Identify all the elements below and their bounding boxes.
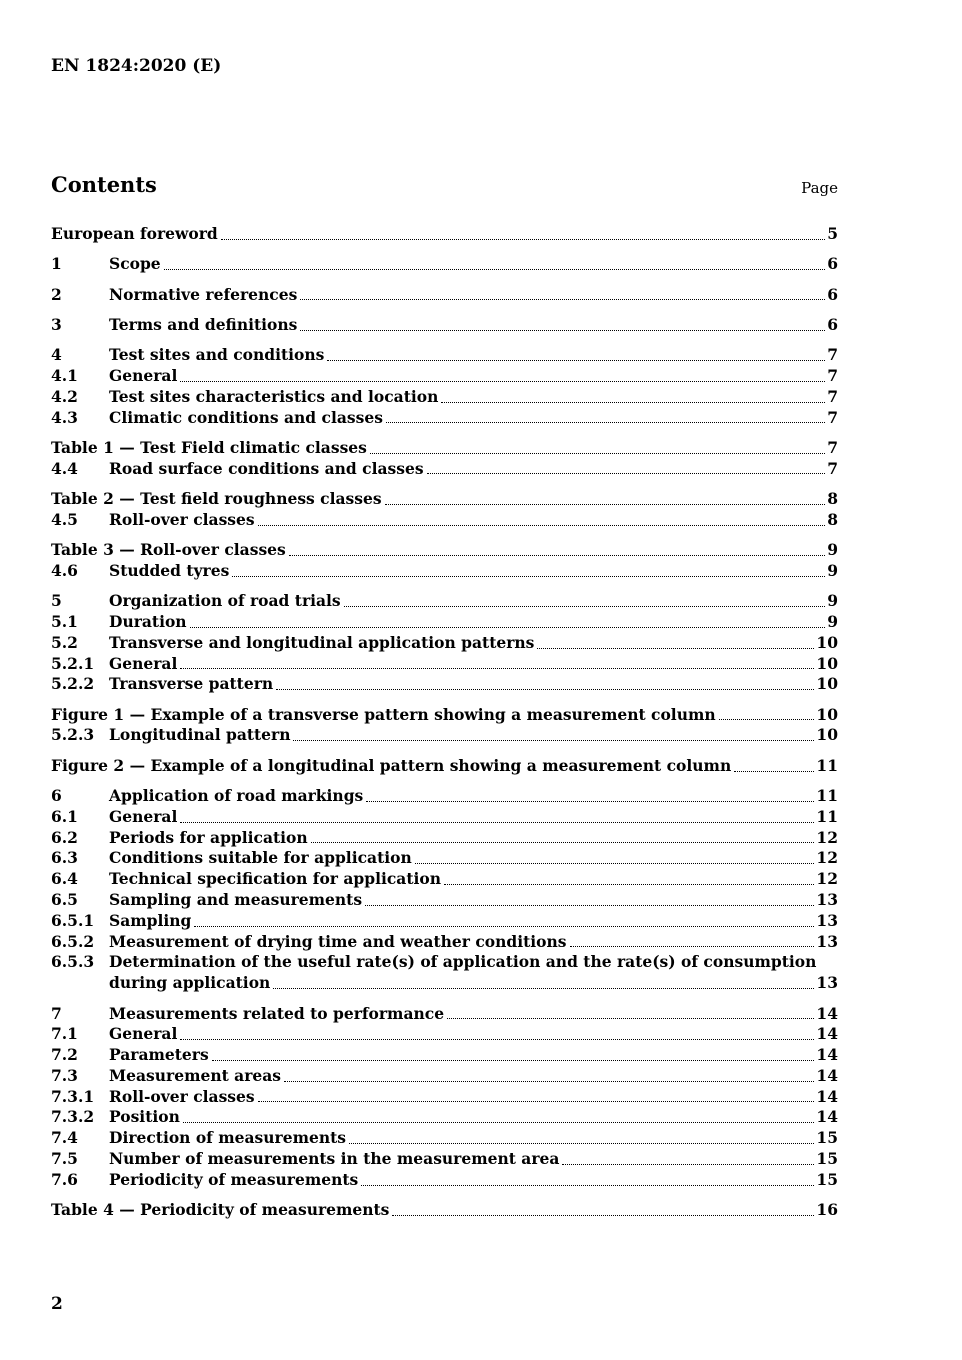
toc-entry-number: 2 bbox=[51, 284, 62, 304]
toc-entry[interactable] bbox=[51, 807, 838, 828]
dot-leader bbox=[366, 801, 814, 802]
toc-entry[interactable] bbox=[51, 725, 838, 746]
toc-entry-page: 12 bbox=[816, 848, 838, 868]
toc-entry-page: 14 bbox=[816, 1107, 838, 1127]
toc-entry[interactable] bbox=[51, 510, 838, 531]
toc-entry-title: Figure 2 — Example of a longitudinal pattern showing a measurement column bbox=[51, 755, 732, 775]
dot-leader bbox=[734, 771, 814, 772]
toc-entry-page: 15 bbox=[816, 1169, 838, 1189]
toc-entry-page: 13 bbox=[816, 931, 838, 951]
toc-entry-page: 10 bbox=[816, 653, 838, 673]
toc-group bbox=[51, 591, 838, 695]
toc-entry[interactable] bbox=[51, 932, 838, 953]
toc-entry-number: 4.4 bbox=[51, 458, 78, 478]
toc-entry-number: 7.6 bbox=[51, 1169, 78, 1189]
dot-leader bbox=[415, 863, 815, 864]
toc-entry-page: 11 bbox=[816, 786, 838, 806]
toc-group bbox=[51, 438, 838, 480]
toc-entry-page: 11 bbox=[816, 755, 838, 775]
toc-entry[interactable] bbox=[51, 848, 838, 869]
toc-entry-page: 9 bbox=[827, 591, 838, 611]
toc-entry-number: 5.2 bbox=[51, 632, 78, 652]
toc-entry-title: Test sites and conditions bbox=[109, 345, 325, 365]
toc-group bbox=[51, 345, 838, 428]
dot-leader bbox=[719, 719, 815, 720]
toc-entry-page: 13 bbox=[816, 890, 838, 910]
document-identifier: EN 1824:2020 (E) bbox=[51, 56, 222, 76]
dot-leader bbox=[276, 689, 814, 690]
toc-entry-title: General bbox=[109, 1024, 178, 1044]
dot-leader bbox=[293, 740, 814, 741]
toc-entry-number: 7 bbox=[51, 1003, 62, 1023]
toc-entry-title: Table 4 — Periodicity of measurements bbox=[51, 1200, 390, 1220]
toc-entry-number: 6.5 bbox=[51, 890, 78, 910]
toc-group bbox=[51, 489, 838, 531]
dot-leader bbox=[570, 946, 815, 947]
page-column-label: Page bbox=[801, 179, 838, 197]
toc-entry[interactable] bbox=[51, 408, 838, 429]
toc-entry-page: 7 bbox=[827, 458, 838, 478]
toc-entry-title: Road surface conditions and classes bbox=[109, 458, 424, 478]
toc-entry-number: 5.1 bbox=[51, 611, 78, 631]
toc-entry-title: Direction of measurements bbox=[109, 1128, 346, 1148]
toc-entry-title: Periods for application bbox=[109, 827, 308, 847]
toc-entry-page: 9 bbox=[827, 560, 838, 580]
toc-entry-title: Table 1 — Test Field climatic classes bbox=[51, 437, 367, 457]
toc-entry-page: 14 bbox=[816, 1045, 838, 1065]
dot-leader bbox=[194, 926, 814, 927]
toc-entry-number: 6.3 bbox=[51, 848, 78, 868]
dot-leader bbox=[258, 1101, 815, 1102]
toc-entry-number: 6.1 bbox=[51, 806, 78, 826]
toc-entry-page: 11 bbox=[816, 806, 838, 826]
dot-leader bbox=[349, 1143, 814, 1144]
toc-entry-number: 4 bbox=[51, 345, 62, 365]
dot-leader bbox=[212, 1060, 815, 1061]
toc-entry[interactable] bbox=[51, 387, 838, 408]
toc-entry[interactable] bbox=[51, 254, 838, 275]
toc-entry[interactable] bbox=[51, 1004, 838, 1025]
dot-leader bbox=[300, 330, 825, 331]
toc-entry-page: 13 bbox=[816, 973, 838, 993]
toc-entry-number: 3 bbox=[51, 314, 62, 334]
toc-entry-title: General bbox=[109, 653, 178, 673]
toc-entry-title: Organization of road trials bbox=[109, 591, 341, 611]
toc-entry[interactable] bbox=[51, 952, 838, 994]
toc-group bbox=[51, 756, 838, 777]
toc-entry-page: 5 bbox=[827, 224, 838, 243]
dot-leader bbox=[562, 1164, 814, 1165]
toc-entry-title: Measurement areas bbox=[109, 1065, 282, 1085]
toc-entry[interactable] bbox=[51, 869, 838, 890]
toc-entry-number: 4.3 bbox=[51, 407, 78, 427]
toc-group bbox=[51, 1004, 838, 1191]
toc-entry-title: Measurements related to performance bbox=[109, 1003, 445, 1023]
toc-entry-title: General bbox=[109, 365, 178, 385]
toc-entry-page: 8 bbox=[827, 488, 838, 508]
toc-entry-page: 12 bbox=[816, 827, 838, 847]
toc-entry[interactable] bbox=[51, 890, 838, 911]
toc-entry-title-continued: during application bbox=[109, 973, 271, 993]
dot-leader bbox=[441, 402, 825, 403]
dot-leader bbox=[537, 648, 814, 649]
toc-entry-page: 7 bbox=[827, 407, 838, 427]
toc-entry[interactable] bbox=[51, 705, 838, 726]
dot-leader bbox=[444, 884, 814, 885]
toc-group bbox=[51, 1200, 838, 1221]
toc-entry-number: 7.3.1 bbox=[51, 1086, 95, 1106]
toc-entry-title: Scope bbox=[109, 254, 161, 274]
dot-leader bbox=[385, 504, 826, 505]
toc-entry-title: Application of road markings bbox=[109, 786, 364, 806]
toc-entry-number: 5 bbox=[51, 591, 62, 611]
toc-entry-title: Number of measurements in the measurement area bbox=[109, 1149, 560, 1169]
dot-leader bbox=[300, 299, 825, 300]
toc-entry-number: 4.2 bbox=[51, 386, 78, 406]
toc-entry-title: Position bbox=[109, 1107, 180, 1127]
toc-entry[interactable] bbox=[51, 756, 838, 777]
toc-entry-page: 14 bbox=[816, 1024, 838, 1044]
toc-entry-number: 6.5.1 bbox=[51, 910, 95, 930]
toc-entry-page: 7 bbox=[827, 386, 838, 406]
dot-leader bbox=[386, 422, 825, 423]
toc-entry-title: Conditions suitable for application bbox=[109, 848, 412, 868]
toc-entry-number: 4.1 bbox=[51, 365, 78, 385]
dot-leader bbox=[365, 905, 814, 906]
toc-entry-title: Duration bbox=[109, 611, 187, 631]
toc-entry[interactable] bbox=[51, 654, 838, 675]
toc-entry-page: 10 bbox=[816, 674, 838, 694]
toc-entry-number: 5.2.3 bbox=[51, 725, 95, 745]
toc-entry-page: 7 bbox=[827, 437, 838, 457]
toc-entry-number: 6.2 bbox=[51, 827, 78, 847]
toc-entry-page: 7 bbox=[827, 365, 838, 385]
toc-entry-number: 6.5.2 bbox=[51, 931, 95, 951]
dot-leader bbox=[180, 1039, 814, 1040]
dot-leader bbox=[344, 606, 826, 607]
toc-group bbox=[51, 254, 838, 275]
dot-leader bbox=[327, 360, 825, 361]
toc-entry-title: Roll-over classes bbox=[109, 509, 255, 529]
toc-entry-number: 6.4 bbox=[51, 869, 78, 889]
toc-entry[interactable] bbox=[51, 612, 838, 633]
toc-entry[interactable] bbox=[51, 540, 838, 561]
toc-entry-title: Measurement of drying time and weather conditions bbox=[109, 931, 567, 951]
toc-entry[interactable] bbox=[51, 674, 838, 695]
toc-entry-title: Studded tyres bbox=[109, 560, 230, 580]
toc-entry[interactable] bbox=[51, 911, 838, 932]
toc-entry-page: 9 bbox=[827, 611, 838, 631]
toc-entry-title: Sampling bbox=[109, 910, 192, 930]
toc-entry[interactable] bbox=[51, 489, 838, 510]
toc-entry-page: 6 bbox=[827, 254, 838, 274]
toc-entry-title: Transverse pattern bbox=[109, 674, 274, 694]
toc-entry-title: Roll-over classes bbox=[109, 1086, 255, 1106]
toc-entry-title: Determination of the useful rate(s) of application and the rate(s) of consumption bbox=[109, 952, 817, 972]
toc-entry-number: 7.5 bbox=[51, 1149, 78, 1169]
toc-entry-title: Climatic conditions and classes bbox=[109, 407, 383, 427]
dot-leader bbox=[311, 842, 815, 843]
toc-entry-page: 7 bbox=[827, 345, 838, 365]
dot-leader bbox=[258, 525, 826, 526]
toc-entry[interactable] bbox=[51, 1045, 838, 1066]
toc-entry-number: 7.2 bbox=[51, 1045, 78, 1065]
toc-entry[interactable] bbox=[51, 315, 838, 336]
toc-entry-page: 6 bbox=[827, 314, 838, 334]
toc-entry[interactable] bbox=[51, 1128, 838, 1149]
toc-entry-title: Normative references bbox=[109, 284, 298, 304]
toc-entry[interactable] bbox=[51, 285, 838, 306]
toc-entry-page: 16 bbox=[816, 1200, 838, 1220]
toc-entry[interactable] bbox=[51, 1024, 838, 1045]
dot-leader bbox=[273, 988, 814, 989]
toc-entry-page: 13 bbox=[816, 910, 838, 930]
toc-group bbox=[51, 224, 838, 245]
toc-entry-number: 5.2.2 bbox=[51, 674, 95, 694]
toc-entry-number: 5.2.1 bbox=[51, 653, 95, 673]
toc-entry-number: 1 bbox=[51, 254, 62, 274]
toc-entry-title: Technical specification for application bbox=[109, 869, 442, 889]
toc-entry[interactable] bbox=[51, 459, 838, 480]
toc-group bbox=[51, 786, 838, 994]
toc-entry-title: European foreword bbox=[51, 224, 218, 243]
toc-entry-title: Table 2 — Test field roughness classes bbox=[51, 488, 382, 508]
toc-entry-page: 14 bbox=[816, 1003, 838, 1023]
toc-entry-page: 10 bbox=[816, 704, 838, 724]
toc-entry-title: Table 3 — Roll-over classes bbox=[51, 540, 286, 560]
dot-leader bbox=[447, 1018, 814, 1019]
dot-leader bbox=[164, 269, 826, 270]
toc-entry[interactable] bbox=[51, 786, 838, 807]
dot-leader bbox=[190, 627, 826, 628]
toc-entry-number: 7.1 bbox=[51, 1024, 78, 1044]
toc-entry-title: Longitudinal pattern bbox=[109, 725, 291, 745]
toc-entry-page: 14 bbox=[816, 1065, 838, 1085]
contents-heading: Contents bbox=[51, 172, 157, 197]
toc-entry-page: 15 bbox=[816, 1128, 838, 1148]
dot-leader bbox=[370, 453, 825, 454]
dot-leader bbox=[361, 1185, 814, 1186]
toc-entry-title: Sampling and measurements bbox=[109, 890, 363, 910]
dot-leader bbox=[180, 822, 814, 823]
toc-entry[interactable] bbox=[51, 1149, 838, 1170]
toc-entry-number: 7.4 bbox=[51, 1128, 78, 1148]
toc-entry-number: 4.5 bbox=[51, 509, 78, 529]
toc-entry[interactable] bbox=[51, 366, 838, 387]
dot-leader bbox=[221, 239, 825, 240]
toc-entry-page: 9 bbox=[827, 540, 838, 560]
toc-entry[interactable] bbox=[51, 1170, 838, 1191]
toc-entry-number: 7.3 bbox=[51, 1065, 78, 1085]
toc-entry-number: 6.5.3 bbox=[51, 952, 95, 972]
toc-entry[interactable] bbox=[51, 1200, 838, 1221]
toc-entry-title: Transverse and longitudinal application patterns bbox=[109, 632, 535, 652]
toc-entry-title: Figure 1 — Example of a transverse pattern showing a measurement column bbox=[51, 704, 716, 724]
toc-entry-title: General bbox=[109, 806, 178, 826]
toc-entry-page: 10 bbox=[816, 632, 838, 652]
toc-entry-title: Periodicity of measurements bbox=[109, 1169, 359, 1189]
toc-entry[interactable] bbox=[51, 345, 838, 366]
toc-entry-number: 6 bbox=[51, 786, 62, 806]
dot-leader bbox=[392, 1215, 814, 1216]
toc-entry-page: 15 bbox=[816, 1149, 838, 1169]
toc-group bbox=[51, 540, 838, 582]
toc-entry[interactable] bbox=[51, 1087, 838, 1108]
toc-entry[interactable] bbox=[51, 438, 838, 459]
toc-entry-title: Terms and definitions bbox=[109, 314, 298, 334]
toc-group bbox=[51, 315, 838, 336]
toc-entry-title: Test sites characteristics and location bbox=[109, 386, 439, 406]
table-of-contents bbox=[51, 224, 838, 1230]
dot-leader bbox=[183, 1122, 815, 1123]
page-number: 2 bbox=[51, 1294, 63, 1314]
toc-entry[interactable] bbox=[51, 591, 838, 612]
toc-entry-page: 8 bbox=[827, 509, 838, 529]
toc-entry[interactable] bbox=[51, 828, 838, 849]
dot-leader bbox=[427, 473, 826, 474]
toc-entry-page: 12 bbox=[816, 869, 838, 889]
toc-entry-page: 10 bbox=[816, 725, 838, 745]
toc-entry[interactable] bbox=[51, 1066, 838, 1087]
dot-leader bbox=[232, 576, 825, 577]
toc-entry-page: 6 bbox=[827, 284, 838, 304]
dot-leader bbox=[180, 668, 814, 669]
dot-leader bbox=[284, 1081, 814, 1082]
toc-entry[interactable] bbox=[51, 224, 838, 245]
toc-entry[interactable] bbox=[51, 561, 838, 582]
dot-leader bbox=[289, 555, 825, 556]
toc-entry-number: 7.3.2 bbox=[51, 1107, 95, 1127]
toc-group bbox=[51, 705, 838, 747]
toc-group bbox=[51, 285, 838, 306]
toc-entry-page: 14 bbox=[816, 1086, 838, 1106]
toc-entry-number: 4.6 bbox=[51, 560, 78, 580]
toc-entry[interactable] bbox=[51, 633, 838, 654]
toc-entry[interactable] bbox=[51, 1107, 838, 1128]
dot-leader bbox=[180, 381, 825, 382]
toc-entry-title: Parameters bbox=[109, 1045, 209, 1065]
